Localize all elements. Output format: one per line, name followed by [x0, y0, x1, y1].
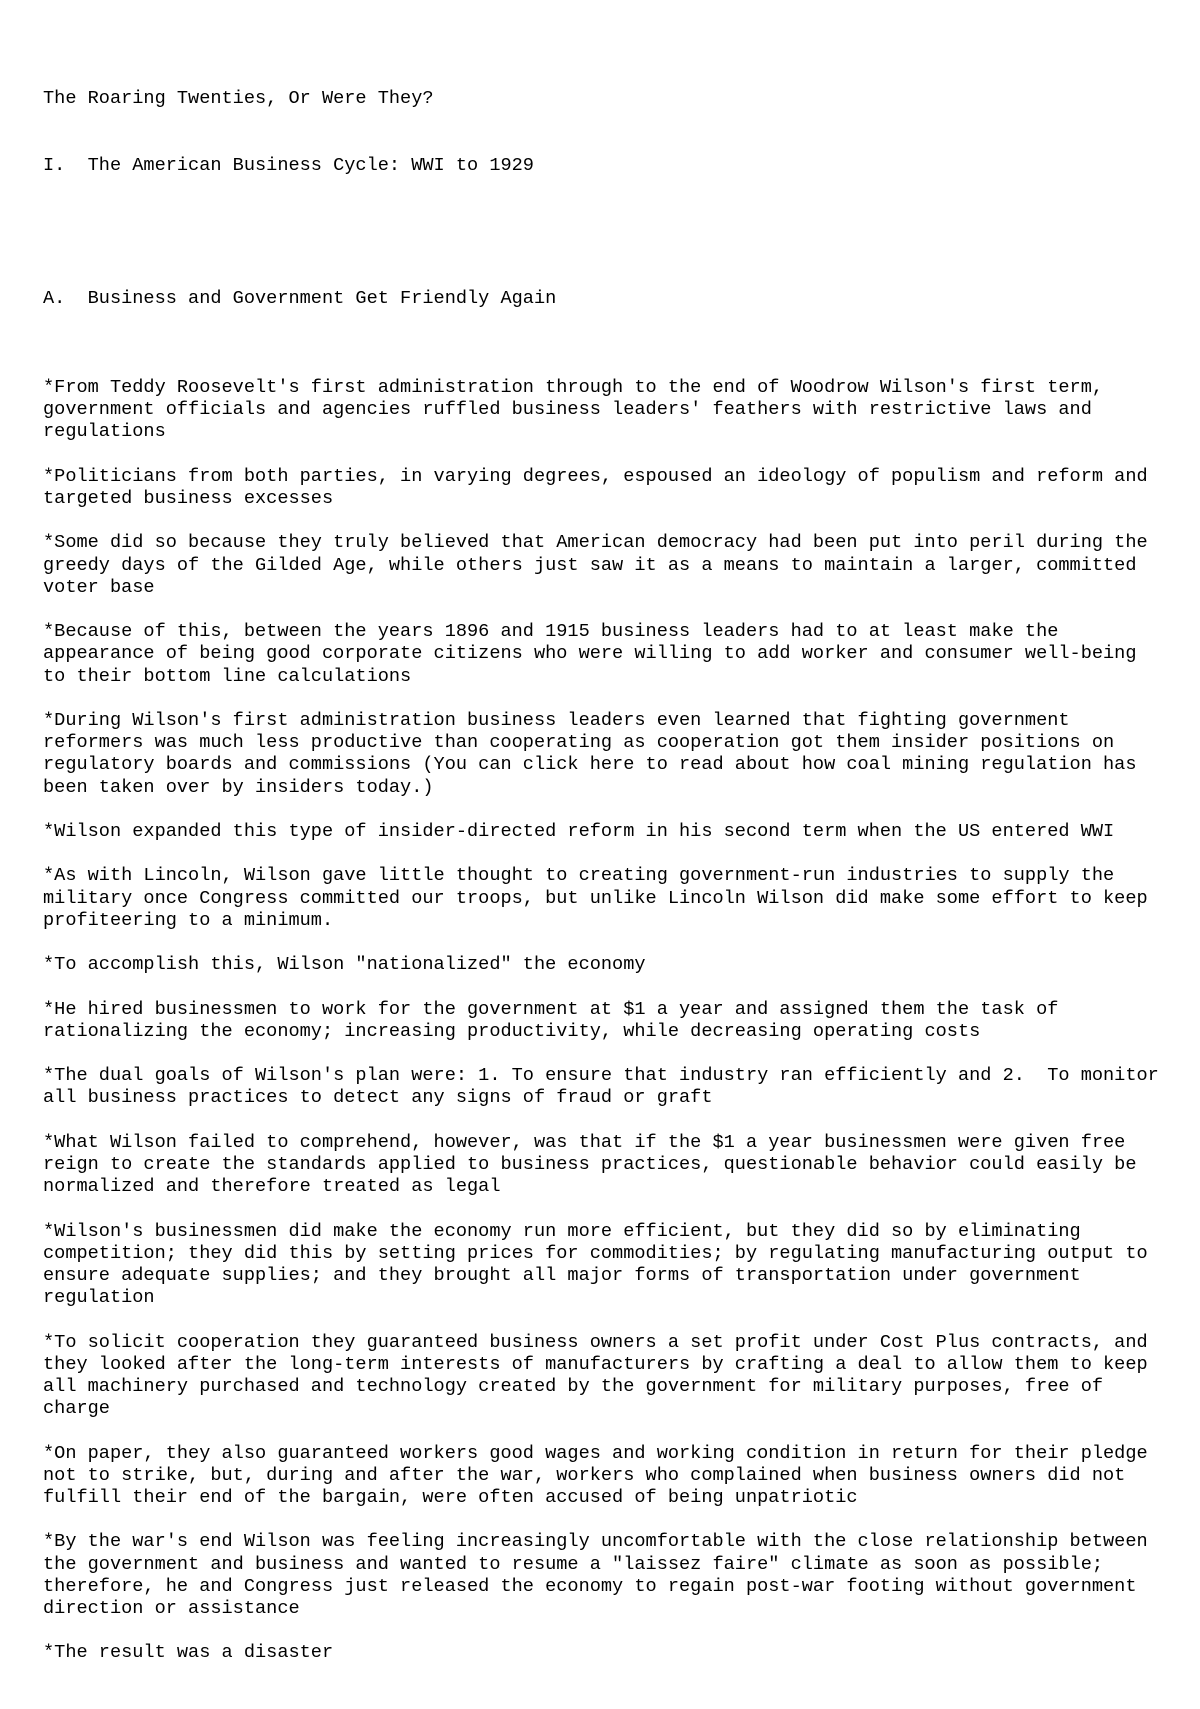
paragraph: *On paper, they also guaranteed workers good wages and working condition in return for their pledge not to strike, but, during and after the war, workers who complained when business owners did not fulfill their end of the bargain, were often accused of being unpatriotic: [43, 1442, 1159, 1508]
paragraph: *By the war's end Wilson was feeling increasingly uncomfortable with the close relationship between the government and business and wanted to resume a "laissez faire" climate as soon as possible; therefore, he and Congress just released the economy to regain post-war footing without government direction or assistance: [43, 1531, 1159, 1619]
document-page: [43, 44, 1170, 1709]
paragraph: *The result was a disaster: [43, 1642, 334, 1664]
paragraph: *To accomplish this, Wilson "nationalized" the economy: [43, 954, 646, 976]
spacer: [43, 222, 1163, 244]
paragraph: *As with Lincoln, Wilson gave little thought to creating government-run industries to supply the military once Congress committed our troops, but unlike Lincoln Wilson did make some effort to keep profiteering to a minimum.: [43, 865, 1159, 931]
subsection-heading: A. Business and Government Get Friendly Again: [43, 288, 557, 310]
paragraph: *During Wilson's first administration business leaders even learned that fighting government reformers was much less productive than cooperating as cooperation got them insider positions on regulatory boards and commissions (You can click here to read about how coal mining regulation has been taken over by insiders today.): [43, 710, 1148, 798]
paragraph: *Politicians from both parties, in varying degrees, espoused an ideology of populism and reform and targeted business excesses: [43, 465, 1159, 510]
paragraph: *Some did so because they truly believed that American democracy had been put into peril during the greedy days of the Gilded Age, while others just saw it as a means to maintain a larger, committed voter base: [43, 532, 1159, 598]
paragraph: *Wilson expanded this type of insider-directed reform in his second term when the US entered WWI: [43, 821, 1115, 842]
section-heading: I. The American Business Cycle: WWI to 1929: [43, 155, 534, 177]
paragraph: *Wilson's businessmen did make the economy run more efficient, but they did so by eliminating competition; they did this by setting prices for commodities; by regulating manufacturing output to ensure adequate supplies; and they brought all major forms of transportation under government regulation: [43, 1220, 1159, 1309]
document-title: The Roaring Twenties, Or Were They?: [43, 88, 434, 110]
paragraph: *He hired businessmen to work for the government at $1 a year and assigned them the task of rationalizing the economy; increasing productivity, while decreasing operating costs: [43, 998, 1070, 1042]
paragraph: *What Wilson failed to comprehend, however, was that if the $1 a year businessmen were given free reign to create the standards applied to business practices, questionable behavior could easily be normalized and therefore treated as legal: [43, 1131, 1148, 1198]
paragraph-list: [43, 377, 1170, 1665]
paragraph: *To solicit cooperation they guaranteed business owners a set profit under Cost Plus contracts, and they looked after the long-term interests of manufacturers by crafting a deal to allow them to keep all machinery purchased and technology created by the government for military purposes, free of charge: [43, 1331, 1159, 1420]
paragraph: *The dual goals of Wilson's plan were: 1. To ensure that industry ran efficiently and 2. To monitor all business practices to detect any signs of fraud or graft: [43, 1065, 1170, 1109]
paragraph: *From Teddy Roosevelt's first administration through to the end of Woodrow Wilson's first term, government officials and agencies ruffled business leaders' feathers with restrictive laws and regulations: [43, 377, 1115, 443]
paragraph: *Because of this, between the years 1896 and 1915 business leaders had to at least make the appearance of being good corporate citizens who were willing to add worker and consumer well-being to their bottom line calculations: [43, 621, 1148, 687]
